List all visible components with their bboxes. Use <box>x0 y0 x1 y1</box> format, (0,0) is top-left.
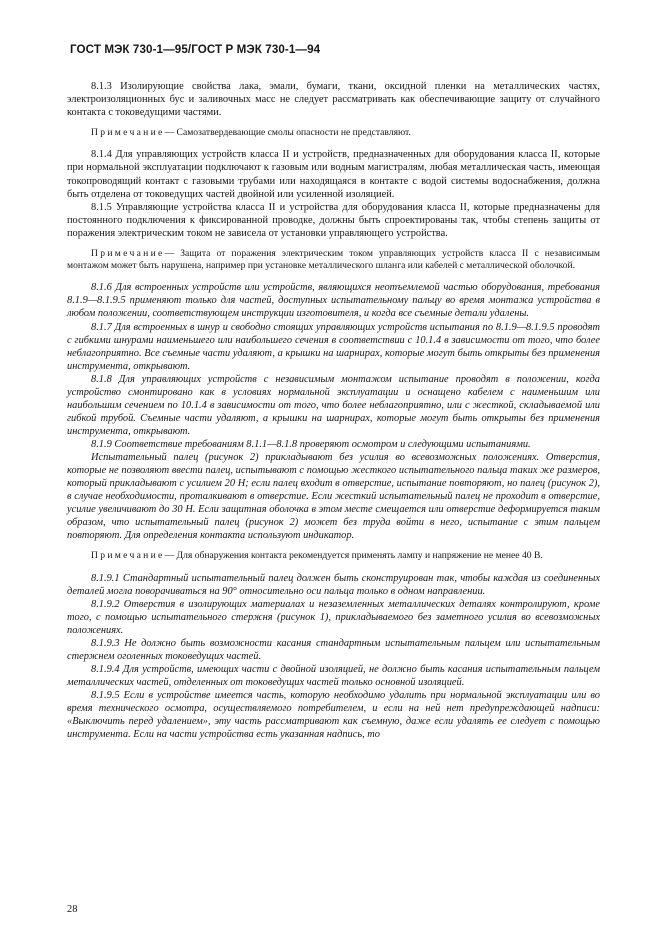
paragraph-8-1-9: 8.1.9 Соответствие требованиям 8.1.1—8.1.8 проверяют осмотром и следующими испытаниями. <box>91 438 531 450</box>
page-header: ГОСТ МЭК 730-1—95/ГОСТ Р МЭК 730-1—94 <box>70 43 321 56</box>
note-2 <box>67 248 600 273</box>
paragraph-8-1-9-3: 8.1.9.3 Не должно быть возможности касания стандартным испытательным пальцем или испытательным стержнем оголенных токоведущих частей. <box>67 637 600 662</box>
paragraph-8-1-5: 8.1.5 Управляющие устройства класса II и устройства для оборудования класса II, которые предназначены для постоянного подключения к фиксированной проводке, должны быть спроектированы так, чтобы степень защиты от поражения электрическим током не зависела от установки управляющего устройства. <box>67 201 600 239</box>
paragraph-test-finger: Испытательный палец (рисунок 2) прикладывают без усилия во всевозможных положениях. Отверстия, которые не позволяют ввести палец, испытывают с помощью жесткого испытательного пальца таких же размеров, который прикладывают с усилием 20 Н; если палец входит в отверстие, испытание повторяют, но палец (рисунок 2), в случае необходимости, проталкивают в отверстие. Если жесткий испытательный палец не проходит в отверстие, усилие увеличивают до 30 Н. Если защитная оболочка в этом месте смещается или отверстие деформируется таким образом, что испытательный палец (рисунок 2) может без труда войти в него, испытание с этим пальцем повторяют. Для определения контакта используют индикатор. <box>67 451 600 542</box>
document-body <box>67 80 600 741</box>
note-1-text: — Самозатвердевающие смолы опасности не представляют. <box>164 127 411 139</box>
paragraph-8-1-7: 8.1.7 Для встроенных в шнур и свободно стоящих управляющих устройств испытания по 8.1.9—8.1.9.5 проводят с гибкими шнурами наименьшего или наибольшего сечения в соответствии с 10.1.4 в зависимости от того, что более неблагоприятно. Все съемные части удаляют, а крышки на шарнирах, которые могут быть открыты без применения инструмента, открывают. <box>67 321 600 372</box>
paragraph-8-1-6: 8.1.6 Для встроенных устройств или устройств, являющихся неотъемлемой частью оборудования, требования 8.1.9—8.1.9.5 применяют только для частей, доступных испытательному пальцу во время монтажа устройства в любом положении, соответствующем инструкции изготовителя, и когда все съемные детали удалены. <box>67 282 600 320</box>
paragraph-8-1-4: 8.1.4 Для управляющих устройств класса II и устройств, предназначенных для оборудования класса II, которые при нормальной эксплуатации подключают к газовым или водным магистралям, любая металлическая часть, имеющая токопроводящий контакт с газовыми трубами или находящаяся в контакте с водой системы водоснабжения, должна быть отделена от токоведущих частей двойной или усиленной изоляцией. <box>67 149 600 200</box>
paragraph-8-1-3: 8.1.3 Изолирующие свойства лака, эмали, бумаги, ткани, оксидной пленки на металлических частях, электроизоляционных бус и заливочных масс не следует рассматривать как обеспечивающие защиту от случайного контакта с токоведущими частями. <box>67 81 600 119</box>
paragraph-8-1-8: 8.1.8 Для управляющих устройств с независимым монтажом испытание проводят в положении, когда устройство смонтировано как в условиях нормальной эксплуатации и оснащено кабелем с наименьшим или наибольшим сечением по 10.1.4 в зависимости от того, что более неблагоприятно, или с жесткой, складываемой или гибкой трубой. Съемные части удаляют, а крышки на шарнирах, которые могут быть открыты без применения инструмента, открывают. <box>67 373 600 437</box>
page-number: 28 <box>67 904 78 915</box>
paragraph-8-1-9-2: 8.1.9.2 Отверстия в изолирующих материалах и незаземленных металлических деталях контролируют, кроме того, с помощью испытательного стержня (рисунок 1), прикладываемого без заметного усилия во всевозможных положениях. <box>67 598 600 636</box>
note-3 <box>67 550 600 562</box>
note-2-label: Примечание <box>91 247 165 259</box>
paragraph-8-1-9-5: 8.1.9.5 Если в устройстве имеется часть, которую необходимо удалить при нормальной эксплуатации или во время технического осмотра, осуществляемого потребителем, и если на ней нет предупреждающей надписи: «Выключить перед удалением», эту часть рассматривают как съемную, даже если удалять ее следует с помощью инструмента. Если на части устройства есть указанная надпись, то <box>67 690 600 741</box>
note-3-label: Примечание <box>91 550 165 562</box>
paragraph-8-1-9-4: 8.1.9.4 Для устройств, имеющих части с двойной изоляцией, не должно быть касания испытательным пальцем металлических частей, отделенных от токоведущих частей только основной изоляцией. <box>67 663 600 688</box>
note-3-text: — Для обнаружения контакта рекомендуется применять лампу и напряжение не менее 40 В. <box>164 550 543 562</box>
paragraph-8-1-9-1: 8.1.9.1 Стандартный испытательный палец должен быть сконструирован так, чтобы каждая из соединенных деталей могла поворачиваться на 90° относительно оси пальца только в одном направлении. <box>67 572 600 597</box>
note-1-label: Примечание <box>91 127 165 139</box>
note-2-text: — Защита от поражения электрическим током управляющих устройств класса II с независимым монтажом может быть нарушена, например при установке металлического шланга или кабелей с металлической оболочкой. <box>67 247 600 272</box>
note-1 <box>67 127 600 139</box>
